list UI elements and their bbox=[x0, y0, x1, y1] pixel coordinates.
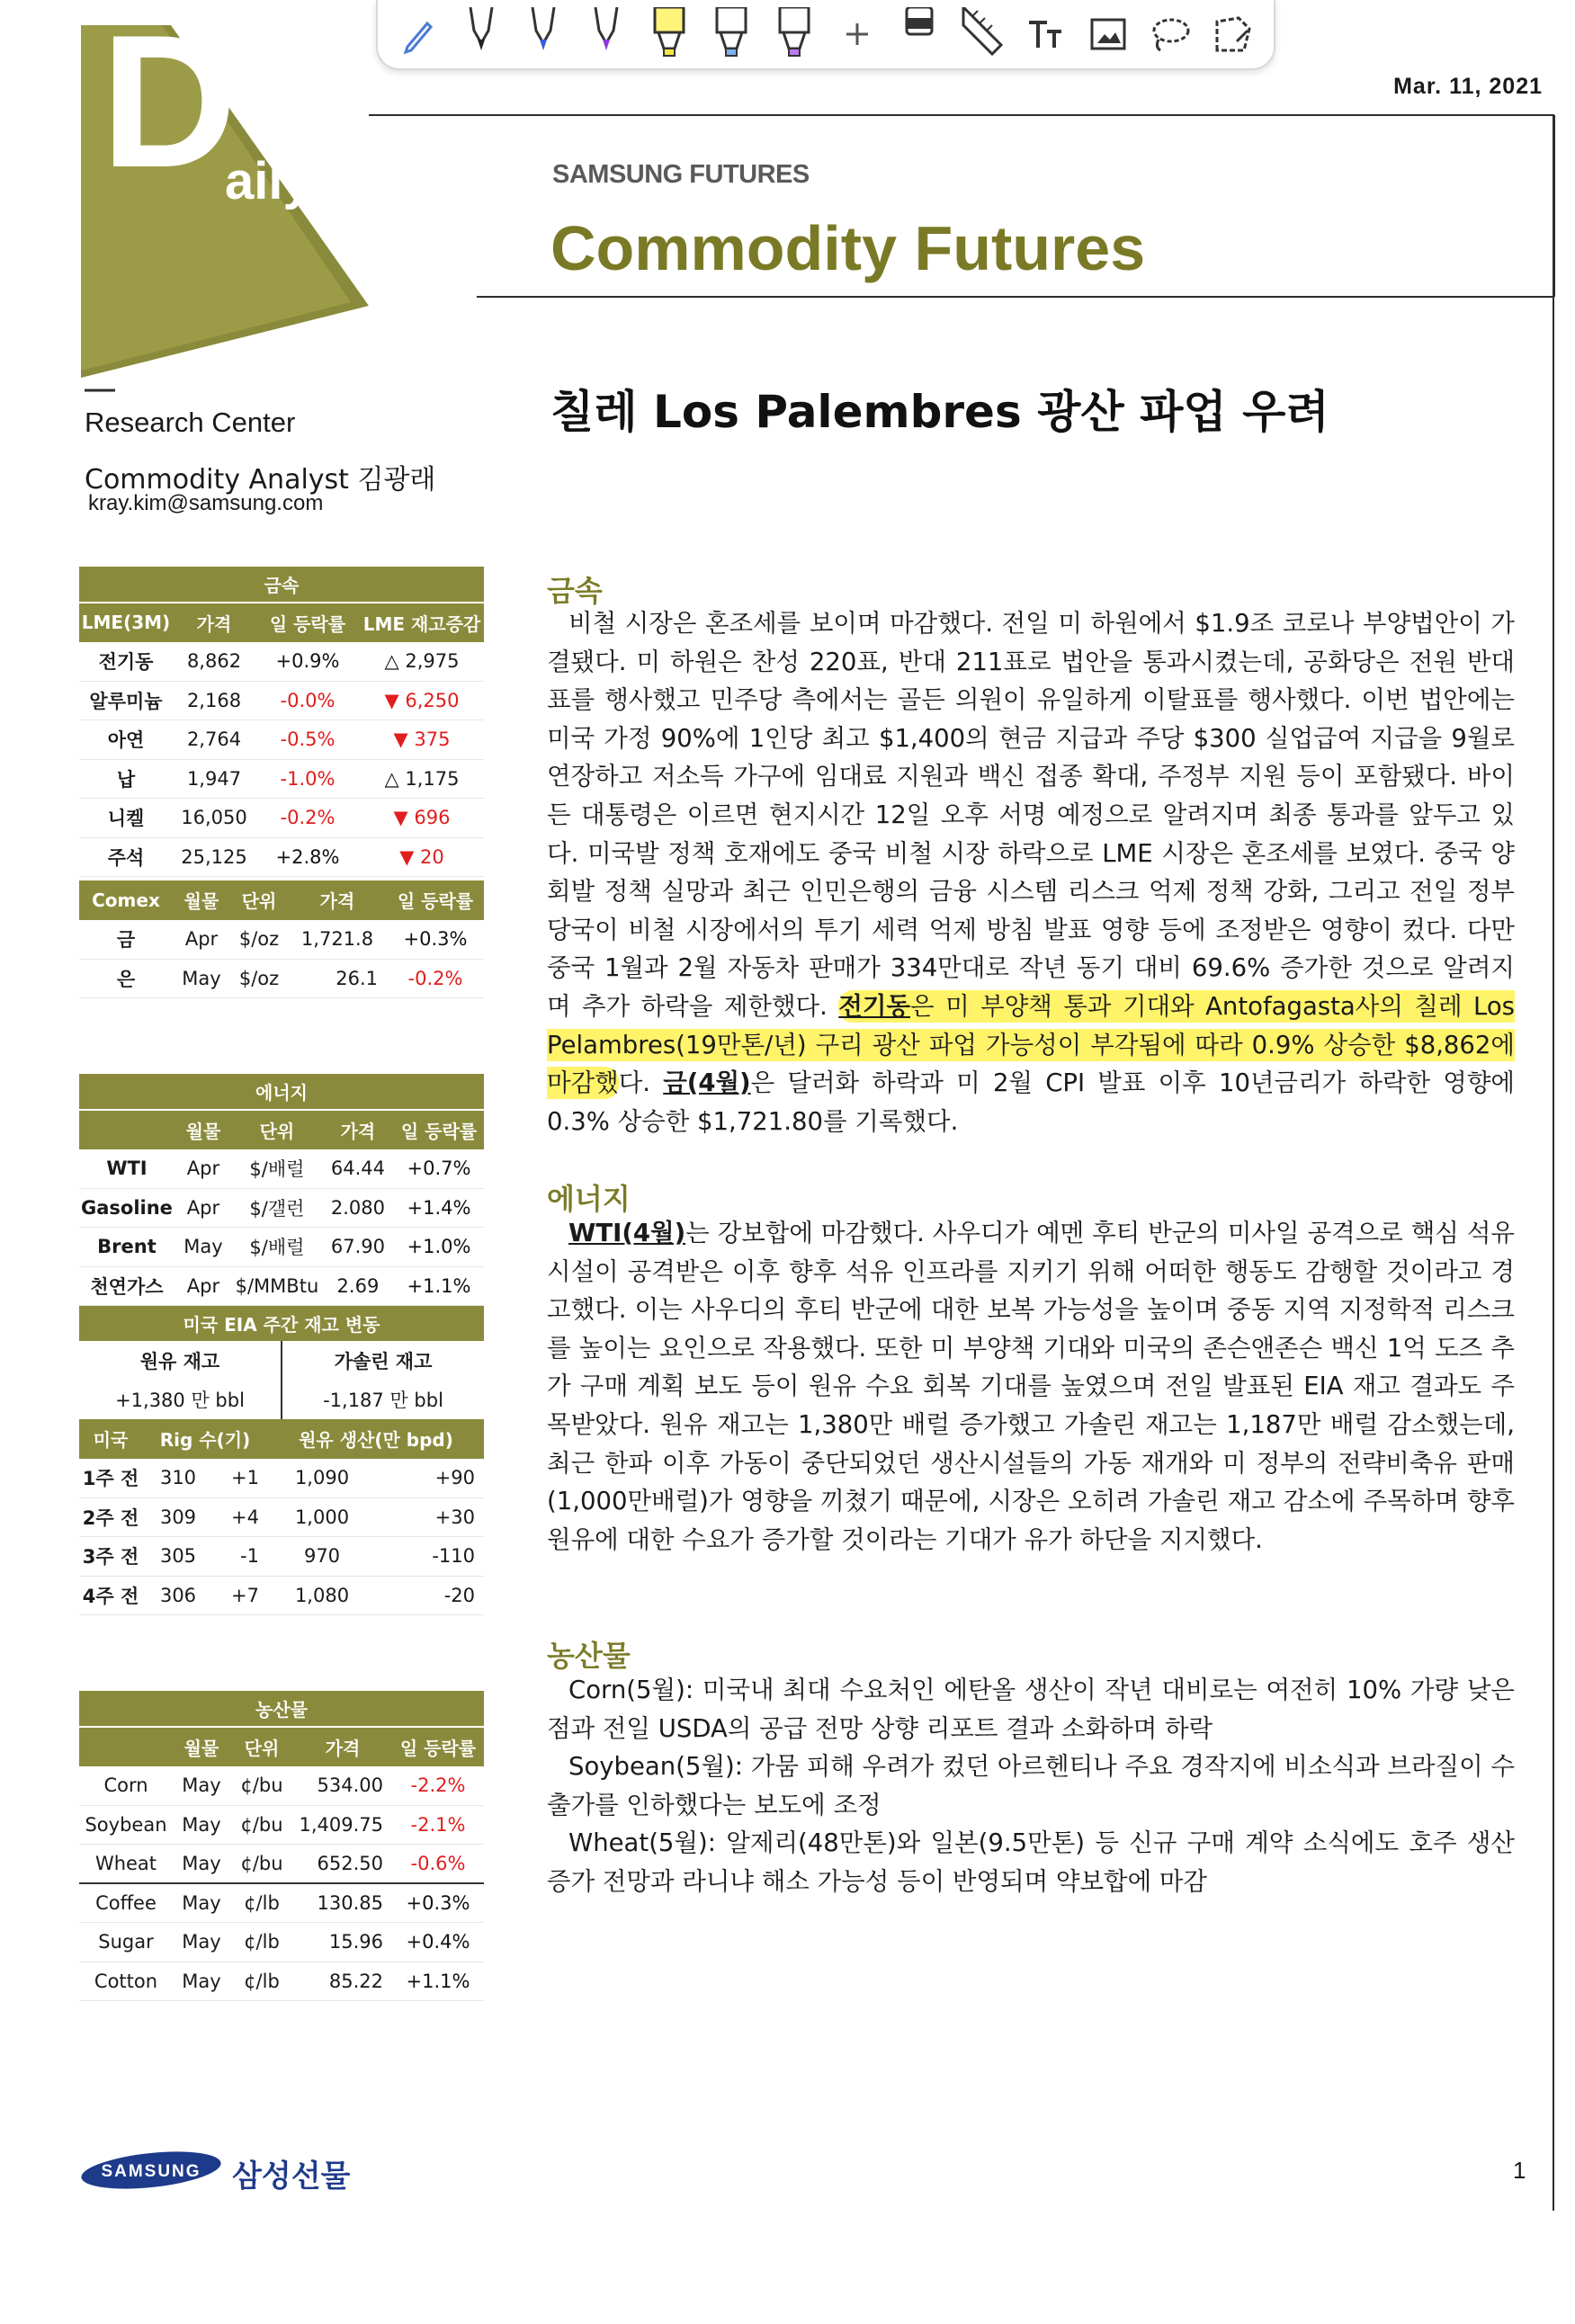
gold-text: 은 달러화 하락과 미 2월 CPI 발표 이후 10년금리가 하락한 영향에 0.3% 상승한 $1,721.80를 기록했다. bbox=[547, 1068, 1515, 1136]
energy-unit: $/갤런 bbox=[232, 1188, 322, 1228]
comex-price: 1,721.8 bbox=[288, 920, 387, 960]
metal-price: 1,947 bbox=[173, 759, 255, 799]
table-row bbox=[79, 1188, 484, 1228]
energy-table bbox=[79, 1074, 484, 1343]
metal-change: -0.0% bbox=[255, 681, 360, 720]
agri-price: 85.22 bbox=[293, 1962, 392, 2001]
metal-change: +2.8% bbox=[255, 837, 360, 877]
agri-item-corn bbox=[547, 1671, 1515, 1747]
comex-month: May bbox=[173, 959, 230, 998]
agri-change: -2.1% bbox=[392, 1805, 484, 1845]
table-header: 가격 bbox=[293, 1727, 392, 1766]
metal-stock bbox=[360, 759, 484, 799]
section-title-energy: 에너지 bbox=[547, 1182, 631, 1216]
metal-change: -0.2% bbox=[255, 799, 360, 838]
table-row bbox=[79, 1149, 484, 1189]
rig-change: +1 bbox=[214, 1459, 268, 1498]
prod-change: +30 bbox=[376, 1497, 484, 1537]
agri-month: May bbox=[173, 1845, 230, 1884]
energy-unit: $/MMBtu bbox=[232, 1266, 322, 1306]
energy-month: Apr bbox=[175, 1149, 232, 1189]
energy-price: 2.080 bbox=[322, 1188, 394, 1228]
agri-month: May bbox=[173, 1883, 230, 1923]
table-header: Comex bbox=[79, 880, 173, 920]
agri-item-soybean bbox=[547, 1747, 1515, 1824]
rig-week: 2주 전 bbox=[79, 1497, 142, 1537]
rig-count: 305 bbox=[142, 1537, 214, 1577]
agri-month: May bbox=[173, 1766, 230, 1806]
triangle-down-icon: ▼ bbox=[393, 807, 415, 829]
right-rule bbox=[1553, 115, 1554, 2211]
agri-name: Cotton bbox=[79, 1962, 173, 2001]
metal-name: 알루미늄 bbox=[79, 681, 173, 720]
rig-count: 306 bbox=[142, 1576, 214, 1615]
table-header: 가격 bbox=[173, 603, 255, 642]
metal-price: 8,862 bbox=[173, 642, 255, 682]
metals-paragraph bbox=[547, 604, 1515, 1140]
brand-small: SAMSUNG FUTURES bbox=[552, 160, 810, 189]
triangle-down-icon: ▼ bbox=[384, 689, 406, 711]
metal-stock-value: 696 bbox=[414, 807, 451, 829]
table-header: 단위 bbox=[230, 1727, 293, 1766]
metal-price: 2,168 bbox=[173, 681, 255, 720]
rig-change: -1 bbox=[214, 1537, 268, 1577]
metal-stock-value: 375 bbox=[414, 728, 451, 751]
research-center: Research Center bbox=[85, 407, 296, 438]
table-row bbox=[79, 1266, 484, 1306]
table-row bbox=[79, 1459, 484, 1498]
prod-change: -110 bbox=[376, 1537, 484, 1577]
samsung-logo-text: SAMSUNG bbox=[101, 2162, 201, 2181]
prod-value: 1,080 bbox=[268, 1576, 376, 1615]
rig-table bbox=[79, 1419, 484, 1615]
energy-month: May bbox=[175, 1228, 232, 1267]
metal-stock bbox=[360, 642, 484, 682]
section-title-metals: 금속 bbox=[547, 574, 603, 608]
agri-item-month: (5월) bbox=[676, 1752, 735, 1782]
section-title-agri: 농산물 bbox=[547, 1639, 631, 1673]
energy-unit: $/배럴 bbox=[232, 1228, 322, 1267]
agri-item-label: Wheat bbox=[568, 1828, 649, 1858]
table-header: 월물 bbox=[173, 880, 230, 920]
agri-item-month: (5월) bbox=[649, 1828, 708, 1858]
metal-price: 2,764 bbox=[173, 720, 255, 760]
metal-stock bbox=[360, 799, 484, 838]
agri-change: -2.2% bbox=[392, 1766, 484, 1806]
comex-unit: $/oz bbox=[230, 959, 288, 998]
table-row bbox=[79, 1962, 484, 2001]
agri-unit: ¢/bu bbox=[230, 1805, 293, 1845]
copper-tail: 다. bbox=[618, 1068, 664, 1098]
triangle-up-outline-icon: △ bbox=[384, 650, 406, 672]
triangle-down-icon: ▼ bbox=[393, 728, 415, 751]
table-row bbox=[79, 681, 484, 720]
eia-gasoline-value: -1,187 만 bbl bbox=[323, 1390, 443, 1412]
eia-table bbox=[79, 1341, 484, 1419]
agri-name: Soybean bbox=[79, 1805, 173, 1845]
eia-title: 미국 EIA 주간 재고 변동 bbox=[79, 1306, 484, 1342]
energy-price: 2.69 bbox=[322, 1266, 394, 1306]
rig-change: +7 bbox=[214, 1576, 268, 1615]
prod-value: 1,090 bbox=[268, 1459, 376, 1498]
metal-name: 전기동 bbox=[79, 642, 173, 682]
agri-month: May bbox=[173, 1805, 230, 1845]
table-row bbox=[79, 642, 484, 682]
agri-unit: ¢/lb bbox=[230, 1962, 293, 2001]
table-row bbox=[79, 959, 484, 998]
table-row bbox=[79, 1537, 484, 1577]
comex-change: -0.2% bbox=[387, 959, 484, 998]
eia-crude-value: +1,380 만 bbl bbox=[79, 1381, 282, 1420]
analyst-name: Commodity Analyst 김광래 bbox=[85, 464, 436, 496]
metals-table-title: 금속 bbox=[79, 567, 484, 603]
agri-month: May bbox=[173, 1923, 230, 1962]
table-header: 단위 bbox=[232, 1110, 322, 1149]
samsung-logo bbox=[79, 2150, 223, 2191]
metal-name: 주석 bbox=[79, 837, 173, 877]
eia-header-crude: 원유 재고 bbox=[79, 1341, 282, 1381]
table-header: Rig 수(기) bbox=[142, 1419, 268, 1459]
comex-month: Apr bbox=[173, 920, 230, 960]
prod-value: 970 bbox=[268, 1537, 376, 1577]
agri-price: 652.50 bbox=[293, 1845, 392, 1884]
table-row bbox=[79, 1228, 484, 1267]
metal-stock bbox=[360, 837, 484, 877]
metal-name: 아연 bbox=[79, 720, 173, 760]
agri-unit: ¢/bu bbox=[230, 1766, 293, 1806]
energy-change: +1.0% bbox=[394, 1228, 484, 1267]
energy-name: Brent bbox=[79, 1228, 175, 1267]
agri-table-title: 농산물 bbox=[79, 1691, 484, 1727]
eia-header-gasoline: 가솔린 재고 bbox=[334, 1350, 433, 1372]
copper-text: 은 미 부양책 통과 기대와 Antofagasta사의 칠레 Los Pelambres(19만톤/년) 구리 광산 파업 가능성이 부각됨에 따라 0.9% 상승한 $8,862에 마감했 bbox=[547, 991, 1515, 1098]
agri-name: Wheat bbox=[79, 1845, 173, 1884]
metal-price: 25,125 bbox=[173, 837, 255, 877]
daily-logo bbox=[81, 0, 369, 385]
agri-item-text: : 미국내 최대 수요처인 에탄올 생산이 작년 대비로는 여전히 10% 가량 낮은 점과 전일 USDA의 공급 전망 상향 리포트 결과 소화하며 하락 bbox=[547, 1676, 1515, 1743]
metal-stock bbox=[360, 720, 484, 760]
agri-change: -0.6% bbox=[392, 1845, 484, 1884]
agri-unit: ¢/lb bbox=[230, 1923, 293, 1962]
table-row bbox=[79, 1923, 484, 1962]
comex-change: +0.3% bbox=[387, 920, 484, 960]
agri-name: Coffee bbox=[79, 1883, 173, 1923]
agri-item-label: Soybean bbox=[568, 1752, 676, 1782]
agri-change: +1.1% bbox=[392, 1962, 484, 2001]
energy-change: +0.7% bbox=[394, 1149, 484, 1189]
triangle-down-icon: ▼ bbox=[399, 845, 421, 868]
brand-title: Commodity Futures bbox=[550, 213, 1146, 283]
agri-price: 15.96 bbox=[293, 1923, 392, 1962]
agri-price: 534.00 bbox=[293, 1766, 392, 1806]
agri-item-wheat bbox=[547, 1824, 1515, 1900]
rig-week: 4주 전 bbox=[79, 1576, 142, 1615]
agri-month: May bbox=[173, 1962, 230, 2001]
page-headline: 칠레 Los Palembres 광산 파업 우려 bbox=[550, 386, 1329, 438]
metal-change: -0.5% bbox=[255, 720, 360, 760]
table-row bbox=[79, 1766, 484, 1806]
comex-unit: $/oz bbox=[230, 920, 288, 960]
table-row bbox=[79, 1883, 484, 1923]
table-row bbox=[79, 1805, 484, 1845]
energy-name: Gasoline bbox=[79, 1188, 175, 1228]
energy-change: +1.1% bbox=[394, 1266, 484, 1306]
energy-price: 64.44 bbox=[322, 1149, 394, 1189]
table-header: 일 등락률 bbox=[387, 880, 484, 920]
agri-item-label: Corn bbox=[568, 1676, 627, 1704]
energy-change: +1.4% bbox=[394, 1188, 484, 1228]
table-header: 일 등락률 bbox=[255, 603, 360, 642]
logo-letter-d: D bbox=[101, 0, 237, 207]
metal-stock-value: 6,250 bbox=[405, 689, 460, 711]
metal-change: -1.0% bbox=[255, 759, 360, 799]
page-number: 1 bbox=[1513, 2157, 1526, 2184]
agri-table bbox=[79, 1691, 484, 2001]
metal-name: 납 bbox=[79, 759, 173, 799]
metals-text: 비철 시장은 혼조세를 보이며 마감했다. 전일 미 하원에서 $1.9조 코로나 부양법안이 가결됐다. 미 하원은 찬성 220표, 반대 211표로 법안을 통과시켰는데, 공화당은 전원 반대표를 행사했고 민주당 측에서는 골든 의원이 유일하게 이탈표를 행사했다. 이번 법안에는 미국 가정 90%에 1인당 최고 $1,400의 현금 지급과 주당 $300 실업급여 지급을 9월로 연장하고 저소득 가구에 임대료 지원과 백신 접종 확대, 주정부 지원 등이 포함됐다. 바이든 대통령은 이르면 현지시간 12일 오후 서명 예정으로 알려지며 최종 통과를 앞두고 있다. 미국발 정책 호재에도 중국 비철 시장 하락으로 LME 시장은 혼조세를 보였다. 중국 양회발 정책 실망과 최근 인민은행의 금융 시스템 리스크 억제 정책 강화, 그리고 전일 정부 당국이 비철 시장에서의 투기 세력 억제 방침 발표 영향 등에 조정받은 영향이 컸다. 다만 중국 1월과 2월 자동차 판매가 334만대로 작년 동기 대비 69.6% 증가한 것으로 알려지며 추가 하락을 제한했다. bbox=[547, 609, 1515, 1021]
rig-week: 3주 전 bbox=[79, 1537, 142, 1577]
comex-name: 금 bbox=[79, 920, 173, 960]
metal-stock-value: 2,975 bbox=[405, 650, 460, 672]
metal-stock-value: 20 bbox=[420, 845, 444, 868]
energy-name: 천연가스 bbox=[79, 1266, 175, 1306]
wti-label: WTI(4월) bbox=[568, 1219, 686, 1247]
agri-item-month: (5월) bbox=[626, 1676, 685, 1704]
table-header: 월물 bbox=[173, 1727, 230, 1766]
energy-text: 는 강보합에 마감했다. 사우디가 예멘 후티 반군의 미사일 공격으로 핵심 석유 시설이 공격받은 이후 향후 석유 인프라를 지키기 위해 어떠한 행동도 감행할 것이라고 경고했다. 이는 사우디의 후티 반군에 대한 보복 가능성을 높이며 중동 지역 지정학적 리스크를 높이는 요인으로 작용했다. 또한 미 부양책 기대와 미국의 존슨앤존슨 백신 1억 도즈 추가 구매 계획 보도 등이 원유 수요 회복 기대를 높였으며 전일 발표된 EIA 재고 결과도 주목받았다. 원유 재고는 1,380만 배럴 증가했고 가솔린 재고는 1,187만 배럴 감소했는데, 최근 한파 이후 가동이 중단되었던 생산시설들의 가동 재개와 미 정부의 전략비축유 판매(1,000만배럴)가 영향을 끼쳤기 때문에, 시장은 오히려 가솔린 재고 감소에 주목하며 향후 원유에 대한 수요가 증가할 것이라는 기대가 유가 하단을 지지했다. bbox=[547, 1219, 1515, 1554]
agri-name: Corn bbox=[79, 1766, 173, 1806]
copper-label: 전기동 bbox=[838, 991, 911, 1021]
table-header: 단위 bbox=[230, 880, 288, 920]
table-row bbox=[79, 720, 484, 760]
comex-price: 26.1 bbox=[288, 959, 387, 998]
energy-name: WTI bbox=[79, 1149, 175, 1189]
prod-value: 1,000 bbox=[268, 1497, 376, 1537]
rig-count: 309 bbox=[142, 1497, 214, 1537]
prod-change: -20 bbox=[376, 1576, 484, 1615]
metal-change: +0.9% bbox=[255, 642, 360, 682]
table-row bbox=[79, 1845, 484, 1884]
rig-week: 1주 전 bbox=[79, 1459, 142, 1498]
metals-table bbox=[79, 567, 484, 877]
metal-stock bbox=[360, 681, 484, 720]
agri-item-text: : 가뭄 피해 우려가 컸던 아르헨티나 주요 경작지에 비소식과 브라질이 수출가를 인하했다는 보도에 조정 bbox=[547, 1752, 1515, 1819]
table-header: 일 등락률 bbox=[394, 1110, 484, 1149]
agri-price: 130.85 bbox=[293, 1883, 392, 1923]
metal-price: 16,050 bbox=[173, 799, 255, 838]
table-header bbox=[79, 1110, 175, 1149]
comex-table bbox=[79, 880, 484, 998]
triangle-up-outline-icon: △ bbox=[384, 767, 406, 790]
agri-name: Sugar bbox=[79, 1923, 173, 1962]
report-date: Mar. 11, 2021 bbox=[1393, 74, 1543, 99]
analyst-email[interactable]: kray.kim@samsung.com bbox=[88, 491, 324, 515]
prod-change: +90 bbox=[376, 1459, 484, 1498]
table-header: LME(3M) bbox=[79, 603, 173, 642]
table-row bbox=[79, 837, 484, 877]
table-header bbox=[79, 1727, 173, 1766]
table-row bbox=[79, 799, 484, 838]
comex-name: 은 bbox=[79, 959, 173, 998]
agri-change: +0.3% bbox=[392, 1883, 484, 1923]
table-header: 가격 bbox=[288, 880, 387, 920]
table-row bbox=[79, 759, 484, 799]
table-header: 월물 bbox=[175, 1110, 232, 1149]
metal-name: 니켈 bbox=[79, 799, 173, 838]
table-header: 미국 bbox=[79, 1419, 142, 1459]
energy-month: Apr bbox=[175, 1266, 232, 1306]
table-header: 가격 bbox=[322, 1110, 394, 1149]
agri-unit: ¢/bu bbox=[230, 1845, 293, 1884]
table-row bbox=[79, 920, 484, 960]
table-header: 원유 생산(만 bpd) bbox=[268, 1419, 484, 1459]
table-row bbox=[79, 1576, 484, 1615]
agri-change: +0.4% bbox=[392, 1923, 484, 1962]
table-header: LME 재고증감 bbox=[360, 603, 484, 642]
energy-month: Apr bbox=[175, 1188, 232, 1228]
table-row bbox=[79, 1497, 484, 1537]
footer-company-name: 삼성선물 bbox=[232, 2159, 351, 2194]
table-header: 일 등락률 bbox=[392, 1727, 484, 1766]
agri-paragraph bbox=[547, 1671, 1515, 1901]
gold-label: 금(4월) bbox=[663, 1068, 751, 1098]
agri-price: 1,409.75 bbox=[293, 1805, 392, 1845]
logo-word-aily: aily bbox=[225, 152, 312, 210]
agri-item-text: : 알제리(48만톤)와 일본(9.5만톤) 등 신규 구매 계약 소식에도 호주 생산 증가 전망과 라니냐 해소 가능성 등이 반영되며 약보합에 마감 bbox=[547, 1828, 1515, 1896]
energy-price: 67.90 bbox=[322, 1228, 394, 1267]
metal-stock-value: 1,175 bbox=[405, 767, 460, 790]
agri-unit: ¢/lb bbox=[230, 1883, 293, 1923]
rig-count: 310 bbox=[142, 1459, 214, 1498]
energy-paragraph bbox=[547, 1214, 1515, 1559]
energy-table-title: 에너지 bbox=[79, 1074, 484, 1110]
energy-unit: $/배럴 bbox=[232, 1149, 322, 1189]
rig-change: +4 bbox=[214, 1497, 268, 1537]
